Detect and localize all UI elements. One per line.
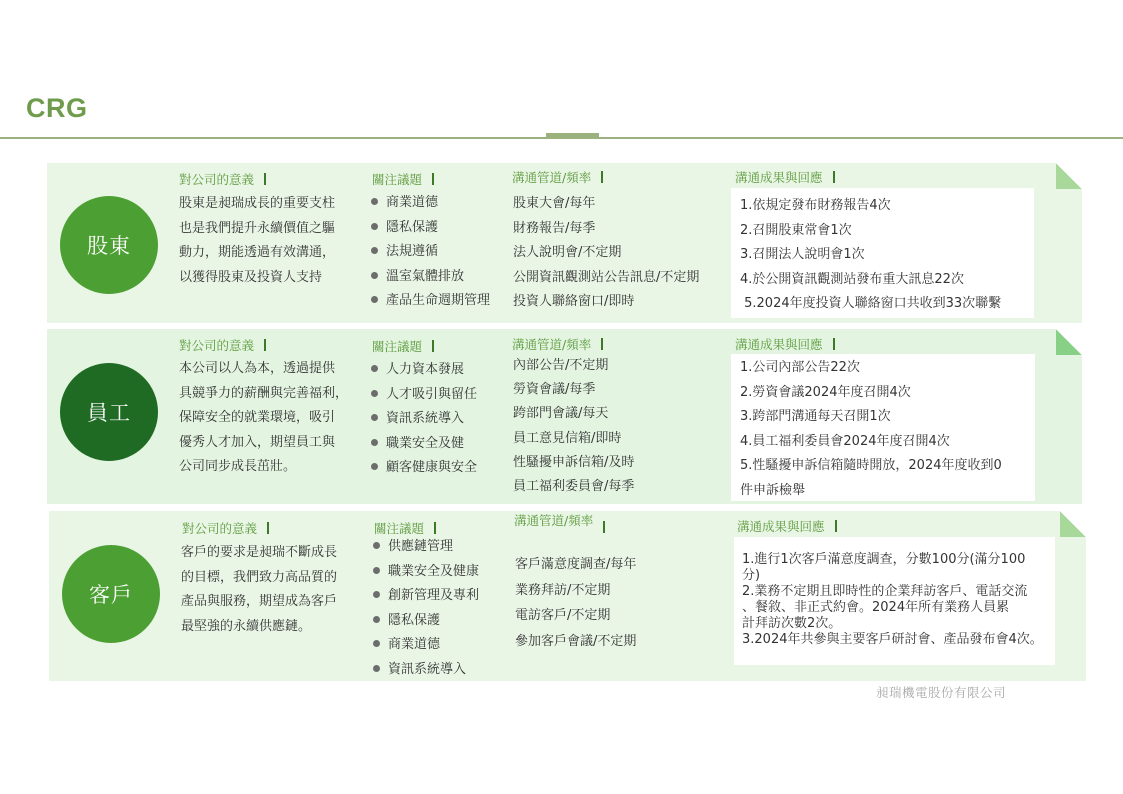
channel-item: 股東大會/每年 (513, 196, 596, 211)
channels-list (513, 354, 634, 499)
issue-item: 法規遵循 (371, 240, 490, 265)
results-box (731, 354, 1035, 501)
channel-item: 員工意見信箱/即時 (513, 430, 622, 446)
bullet-icon (371, 296, 378, 303)
bullet-icon (371, 198, 378, 205)
channels-header: 溝通管道/頻率 (514, 511, 605, 533)
header-bar-icon (264, 173, 266, 185)
header-bar-icon (267, 522, 269, 534)
result-item: 5.2024年度投資人聯絡窗口共收到33次聯繫 (740, 296, 1002, 311)
stakeholder-circle-customers (62, 545, 160, 643)
meaning-text: 本公司以人為本，透過提供 具競爭力的薪酬與完善福利， 保障安全的就業環境，吸引 優秀人才加入，期望員工與 公司同步成長茁壯。 (179, 361, 349, 474)
bullet-icon (373, 616, 380, 623)
channels-header: 溝通管道/頻率 (512, 168, 603, 186)
channel-item: 內部公告/不定期 (513, 358, 609, 373)
issues-list (373, 535, 479, 683)
issue-item: 產品生命週期管理 (371, 289, 490, 314)
header-bar-icon (835, 520, 837, 532)
meaning-header: 對公司的意義 (179, 336, 266, 354)
issue-item: 人才吸引與留任 (371, 383, 477, 408)
result-item: 、餐敘、非正式約會。2024年所有業務人員累 (742, 600, 1010, 615)
channel-item: 性騷擾申訴信箱/及時 (513, 454, 635, 470)
issue-item: 人力資本發展 (371, 358, 477, 383)
issues-list (371, 191, 490, 314)
bullet-icon (373, 640, 380, 647)
channel-item: 法人說明會/不定期 (513, 245, 622, 260)
meaning-header: 對公司的意義 (179, 170, 266, 188)
channel-item: 勞資會議/每季 (513, 382, 596, 398)
result-item: 件申訴檢舉 (740, 482, 806, 498)
issue-item: 商業道德 (371, 191, 490, 216)
meaning-text: 股東是昶瑞成長的重要支柱 也是我們提升永續價值之驅 動力，期能透過有效溝通， 以獲得股東及投資人支持 (179, 196, 336, 285)
bullet-icon (373, 665, 380, 672)
channel-item: 跨部門會議/每天 (513, 406, 609, 422)
result-item: 3.召開法人說明會1次 (740, 247, 865, 262)
channel-item: 客戶滿意度調查/每年 (515, 557, 637, 572)
channel-item: 參加客戶會議/不定期 (515, 633, 637, 649)
results-header: 溝通成果與回應 (737, 517, 837, 535)
header-bar-icon (434, 522, 436, 534)
header-bar-icon (432, 173, 434, 185)
folded-corner-icon (1060, 511, 1086, 537)
result-item: 計拜訪次數2次。 (742, 616, 842, 631)
bullet-icon (371, 272, 378, 279)
result-item: 1.進行1次客戶滿意度調查，分數100分(滿分100 (742, 552, 1026, 567)
issues-header: 關注議題 (372, 337, 434, 355)
result-item: 3.跨部門溝通每天召開1次 (740, 409, 891, 425)
issue-item: 隱私保護 (371, 216, 490, 241)
bullet-icon (373, 567, 380, 574)
results-header: 溝通成果與回應 (735, 335, 835, 353)
header-bar-icon (601, 171, 603, 183)
result-item: 5.性騷擾申訴信箱隨時開放，2024年度收到0 (740, 458, 1002, 474)
bullet-icon (373, 591, 380, 598)
company-footer: 昶瑞機電股份有限公司 (876, 685, 1007, 700)
meaning-header: 對公司的意義 (182, 519, 269, 537)
channel-item: 電訪客戶/不定期 (515, 608, 611, 623)
header-bar-icon (432, 340, 434, 352)
header-bar-icon (833, 338, 835, 350)
bullet-icon (371, 414, 378, 421)
bullet-icon (371, 247, 378, 254)
channels-list (515, 552, 636, 654)
meaning-text: 客戶的要求是昶瑞不斷成長 的目標，我們致力高品質的 產品與服務，期望成為客戶 最堅強的永續供應鏈。 (181, 545, 338, 634)
result-item: 2.業務不定期且即時性的企業拜訪客戶、電話交流 (742, 584, 1028, 599)
result-item: 4.於公開資訊觀測站發布重大訊息22次 (740, 271, 964, 287)
bullet-icon (371, 463, 378, 470)
issue-item: 資訊系統導入 (373, 658, 479, 683)
folded-corner-icon (1056, 329, 1082, 355)
result-item: 4.員工福利委員會2024年度召開4次 (740, 433, 950, 449)
channel-item: 公開資訊觀測站公告訊息/不定期 (513, 269, 700, 285)
result-item: 1.公司內部公告22次 (740, 360, 860, 375)
page-title: CRG (26, 93, 88, 123)
issue-item: 創新管理及專利 (373, 584, 479, 609)
channels-header: 溝通管道/頻率 (512, 335, 603, 353)
folded-corner-icon (1056, 163, 1082, 189)
channel-item: 業務拜訪/不定期 (515, 582, 611, 598)
result-item: 2.召開股東常會1次 (740, 222, 852, 238)
issue-item: 隱私保護 (373, 609, 479, 634)
issue-item: 商業道德 (373, 633, 479, 658)
issue-item: 顧客健康與安全 (371, 456, 477, 481)
issues-list (371, 358, 477, 481)
results-box (731, 188, 1034, 318)
stakeholder-circle-employees (60, 363, 158, 461)
issue-item: 溫室氣體排放 (371, 265, 490, 290)
bullet-icon (371, 390, 378, 397)
issue-item: 職業安全及健 (371, 432, 477, 457)
stakeholder-name: 股東 (87, 234, 131, 258)
bullet-icon (371, 365, 378, 372)
channels-list (513, 192, 699, 315)
header-divider-tab (546, 133, 599, 139)
bullet-icon (371, 439, 378, 446)
result-item: 分) (742, 568, 761, 583)
result-item: 2.勞資會議2024年度召開4次 (740, 384, 911, 400)
header-bar-icon (833, 171, 835, 183)
result-item: 1.依規定發布財務報告4次 (740, 198, 891, 213)
stakeholder-name: 員工 (87, 401, 131, 425)
header-bar-icon (603, 521, 605, 533)
issues-header: 關注議題 (374, 519, 436, 537)
stakeholder-circle-shareholders (60, 196, 158, 294)
stakeholder-name: 客戶 (89, 583, 133, 607)
result-item: 3.2024年共參與主要客戶研討會、產品發布會4次。 (742, 632, 1043, 647)
bullet-icon (373, 542, 380, 549)
channel-item: 財務報告/每季 (513, 220, 596, 236)
bullet-icon (371, 223, 378, 230)
results-header: 溝通成果與回應 (735, 168, 835, 186)
header-bar-icon (264, 339, 266, 351)
issues-header: 關注議題 (372, 170, 434, 188)
channel-item: 員工福利委員會/每季 (513, 479, 635, 495)
header-bar-icon (601, 338, 603, 350)
results-box (734, 537, 1055, 665)
issue-item: 資訊系統導入 (371, 407, 477, 432)
channel-item: 投資人聯絡窗口/即時 (513, 294, 635, 309)
issue-item: 職業安全及健康 (373, 560, 479, 585)
issue-item: 供應鏈管理 (373, 535, 479, 560)
